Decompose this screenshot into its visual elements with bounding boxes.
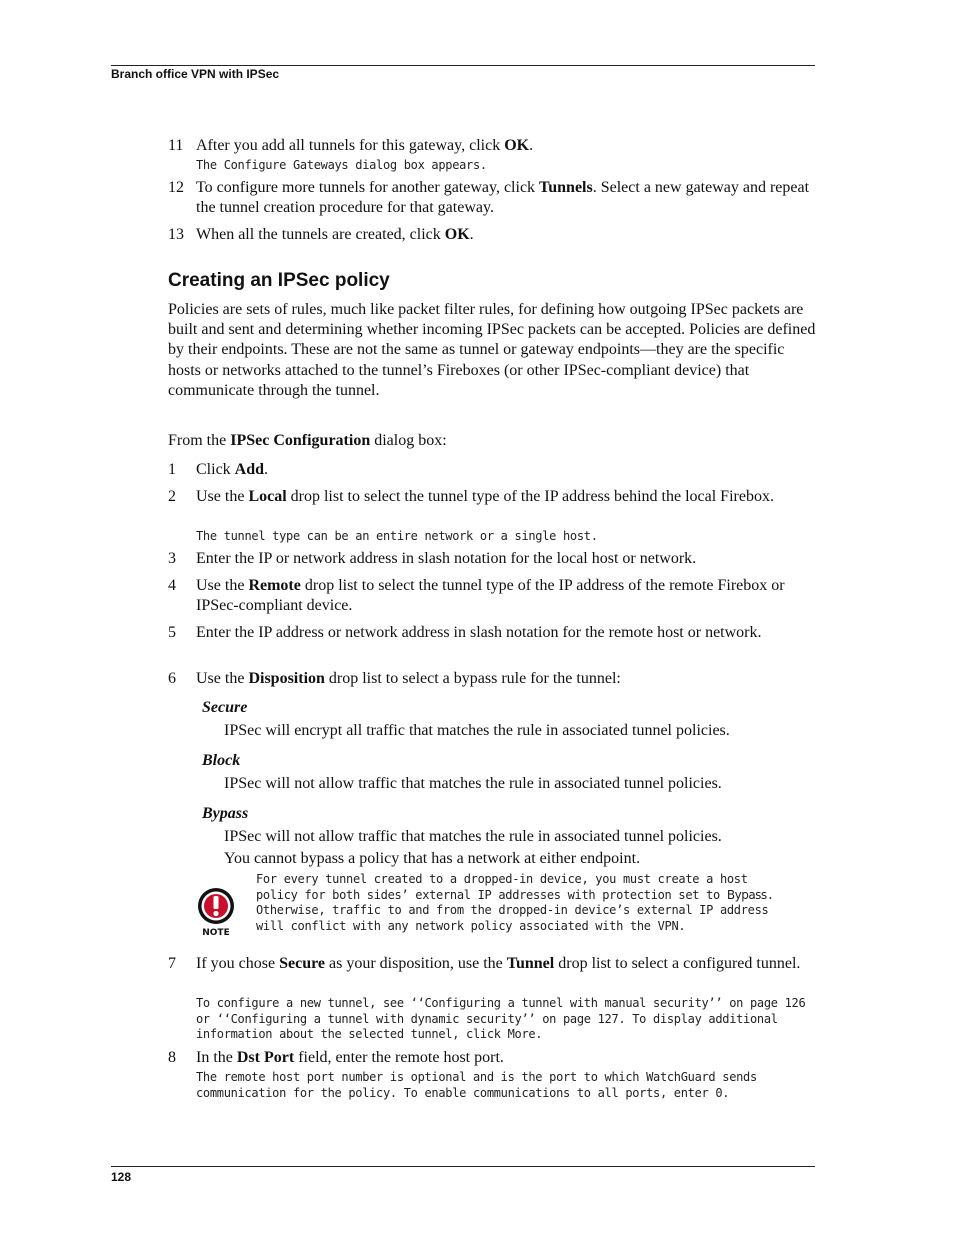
step-number: 7 bbox=[168, 955, 176, 972]
step-text: To configure more tunnels for another gateway, click Tunnels. Select a new gateway and repeat the tunnel creation procedure for that gateway. bbox=[196, 179, 810, 216]
step-number: 2 bbox=[168, 488, 176, 505]
step-text: Enter the IP address or network address in slash notation for the remote host or network. bbox=[196, 624, 762, 641]
step-text: Use the Local drop list to select the tunnel type of the IP address behind the local Firebox. bbox=[196, 488, 774, 505]
step-text: If you chose Secure as your disposition, use the Tunnel drop list to select a configured tunnel. bbox=[196, 955, 801, 972]
step-text: Use the Disposition drop list to select a bypass rule for the tunnel: bbox=[196, 670, 621, 687]
running-header: Branch office VPN with IPSec bbox=[111, 67, 280, 81]
step-number: 4 bbox=[168, 577, 176, 594]
section-heading: Creating an IPSec policy bbox=[168, 270, 390, 291]
step-11-note: The Configure Gateways dialog box appears. bbox=[196, 158, 487, 172]
footer-rule bbox=[111, 1166, 815, 1167]
disposition-desc-extra: You cannot bypass a policy that has a network at either endpoint. bbox=[224, 850, 641, 867]
step-number: 6 bbox=[168, 670, 176, 687]
disposition-desc: IPSec will not allow traffic that matches the rule in associated tunnel policies. bbox=[224, 775, 722, 792]
disposition-desc: IPSec will not allow traffic that matches the rule in associated tunnel policies. bbox=[224, 828, 722, 845]
step-number: 8 bbox=[168, 1049, 176, 1066]
step-text: After you add all tunnels for this gateway, click OK. bbox=[196, 137, 534, 154]
note-icon-label: NOTE bbox=[202, 928, 230, 938]
header-rule bbox=[111, 65, 815, 66]
step-text: When all the tunnels are created, click OK. bbox=[196, 226, 474, 243]
page-number: 128 bbox=[111, 1170, 132, 1184]
disposition-term: Secure bbox=[202, 699, 248, 716]
step-number: 5 bbox=[168, 624, 176, 641]
disposition-term: Bypass bbox=[202, 805, 249, 822]
step-number: 11 bbox=[168, 137, 184, 154]
step-number: 12 bbox=[168, 179, 184, 196]
step-8-note: The remote host port number is optional and is the port to which WatchGuard sends communication for the policy. To enable communications to all ports, enter 0. bbox=[196, 1070, 757, 1100]
step-number: 13 bbox=[168, 226, 184, 243]
note-icon bbox=[194, 886, 238, 938]
step-text: Use the Remote drop list to select the tunnel type of the IP address of the remote Firebox or IPSec-compliant device. bbox=[196, 577, 785, 614]
step-7-note: To configure a new tunnel, see ‘‘Configuring a tunnel with manual security’’ on page 126 or ‘‘Configuring a tunnel with dynamic security’’ on page 127. To display additional information about the selected tunnel, click More. bbox=[196, 996, 806, 1041]
intro-paragraph: Policies are sets of rules, much like packet filter rules, for defining how outgoing IPSec packets are built and sent and determining whether incoming IPSec packets can be accepted. Policies are defined by their endpoints. These are not the same as tunnel or gateway endpoints—they are the specific hosts or networks attached to the tunnel’s Fireboxes (or other IPSec-compliant device) that communicate through the tunnel. bbox=[168, 301, 816, 399]
step-text: In the Dst Port field, enter the remote host port. bbox=[196, 1049, 504, 1066]
step-2-note: The tunnel type can be an entire network or a single host. bbox=[196, 529, 598, 543]
note-text: For every tunnel created to a dropped-in device, you must create a host policy for both sides’ external IP addresses with protection set to Bypass. Otherwise, traffic to and from the dropped-in device’s external IP address will conflict with any network policy associated with the VPN. bbox=[256, 872, 774, 933]
from-dialog-text: From the IPSec Configuration dialog box: bbox=[168, 432, 447, 449]
step-number: 1 bbox=[168, 461, 176, 478]
step-text: Enter the IP or network address in slash notation for the local host or network. bbox=[196, 550, 697, 567]
disposition-term: Block bbox=[202, 752, 241, 769]
step-text: Click Add. bbox=[196, 461, 269, 478]
disposition-desc: IPSec will encrypt all traffic that matches the rule in associated tunnel policies. bbox=[224, 722, 730, 739]
step-number: 3 bbox=[168, 550, 176, 567]
